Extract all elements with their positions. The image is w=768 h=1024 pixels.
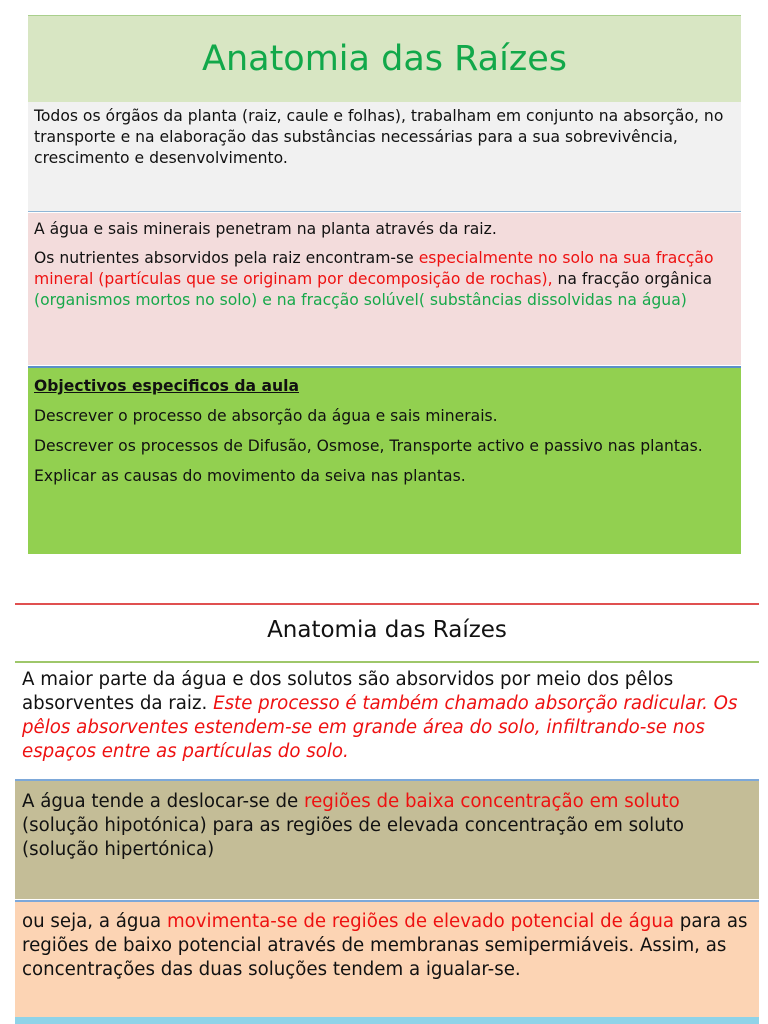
nutrients-text-red: especialmente no solo na sua fracção mineral (partículas que se originam por decomposição de rochas), bbox=[34, 249, 714, 288]
absorption-text: A maior parte da água e dos solutos são absorvidos por meio dos pêlos absorventes da raiz. bbox=[22, 669, 674, 714]
objectives-heading: Objectivos especificos da aula bbox=[34, 377, 299, 395]
objective-item: Descrever o processo de absorção da água e sais minerais. bbox=[34, 407, 498, 425]
potential-text-red: movimenta-se de regiões de elevado potencial de água bbox=[166, 911, 675, 932]
movement-text-a: A água tende a deslocar-se de bbox=[22, 791, 305, 812]
movement-text-red: regiões de baixa concentração em soluto bbox=[304, 791, 680, 812]
slide2-title: Anatomia das Raízes bbox=[267, 617, 507, 643]
slide2-potential-box bbox=[15, 900, 759, 1017]
slide1-nutrients-box bbox=[28, 213, 741, 365]
slide2-title-divider bbox=[15, 661, 759, 663]
potential-text-b: para as regiões de baixo potencial através de membranas semipermiáveis. Assim, as concentrações das duas soluções tendem a igualar-se. bbox=[22, 911, 748, 980]
slide2-movement-box bbox=[15, 779, 759, 899]
nutrients-paragraph bbox=[34, 248, 735, 311]
slide2-bottom-strip bbox=[15, 1017, 759, 1024]
slide1-title: Anatomia das Raízes bbox=[202, 39, 567, 79]
slide1-title-bar bbox=[28, 15, 741, 103]
absorption-italic-text: Este processo é também chamado absorção radicular. Os pêlos absorventes estendem-se em grande área do solo, infiltrando-se nos espaços entre as partículas do solo. bbox=[22, 693, 738, 762]
potential-text-a: ou seja, a água bbox=[22, 911, 167, 932]
slide1-intro-text: Todos os órgãos da planta (raiz, caule e folhas), trabalham em conjunto na absorção, no transporte e na elaboração das substâncias necessárias para a sua sobrevivência, crescimento e desenvolvimento. bbox=[34, 107, 724, 167]
objective-item: Explicar as causas do movimento da seiva nas plantas. bbox=[34, 467, 466, 485]
slide1-intro-box bbox=[28, 102, 741, 212]
nutrients-text-b: na fracção orgânica bbox=[552, 270, 713, 288]
slide1-objectives-box bbox=[28, 366, 741, 554]
nutrients-text-green: (organismos mortos no solo) e na fracção solúvel( substâncias dissolvidas na água) bbox=[34, 291, 687, 309]
nutrients-line1: A água e sais minerais penetram na planta através da raiz. bbox=[34, 220, 497, 238]
slide2-absorption-box bbox=[15, 664, 759, 777]
movement-text-b: (solução hipotónica) para as regiões de elevada concentração em soluto (solução hipertónica) bbox=[22, 815, 685, 860]
objective-item: Descrever os processos de Difusão, Osmose, Transporte activo e passivo nas plantas. bbox=[34, 437, 703, 455]
slide2-top-divider bbox=[15, 603, 759, 605]
nutrients-text-a: Os nutrientes absorvidos pela raiz encontram-se bbox=[34, 249, 419, 267]
